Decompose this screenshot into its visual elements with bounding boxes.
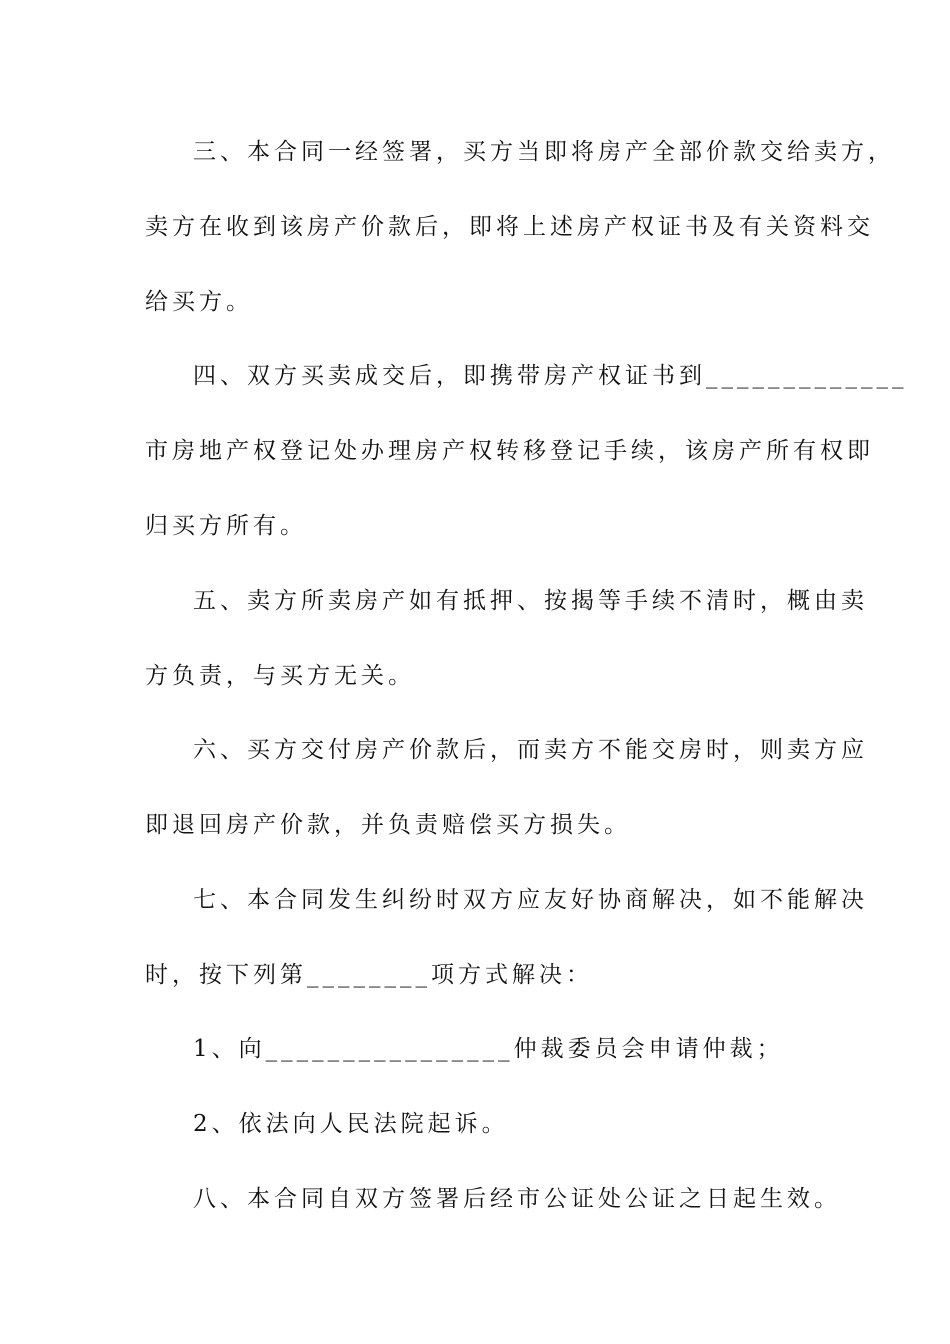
clause-3-line-3: 给买方。 bbox=[145, 289, 253, 315]
clause-6-line-2: 即退回房产价款，并负责赔偿买方损失。 bbox=[145, 812, 631, 838]
clause-5-line-2: 方负责，与买方无关。 bbox=[145, 663, 415, 689]
clause-4-line-2: 市房地产权登记处办理房产权转移登记手续，该房产所有权即 bbox=[145, 438, 874, 464]
clause-6-line-1: 六、买方交付房产价款后，而卖方不能交房时，则卖方应 bbox=[193, 737, 868, 763]
clause-4-line-3: 归买方所有。 bbox=[145, 513, 307, 539]
clause-7-line-2: 时，按下列第________项方式解决： bbox=[145, 962, 593, 988]
clause-3-line-2: 卖方在收到该房产价款后，即将上述房产权证书及有关资料交 bbox=[145, 214, 874, 240]
clause-7-line-1: 七、本合同发生纠纷时双方应友好协商解决，如不能解决 bbox=[193, 887, 868, 913]
clause-5-line-1: 五、卖方所卖房产如有抵押、按揭等手续不清时，概由卖 bbox=[193, 588, 868, 614]
clause-7-option-1: 1、向________________仲裁委员会申请仲裁； bbox=[193, 1036, 784, 1062]
clause-3-line-1: 三、本合同一经签署，买方当即将房产全部价款交给卖方， bbox=[193, 139, 895, 165]
clause-4-line-1: 四、双方买卖成交后，即携带房产权证书到_____________ bbox=[193, 363, 908, 389]
clause-7-option-2: 2、依法向人民法院起诉。 bbox=[193, 1111, 509, 1137]
clause-8-line-1: 八、本合同自双方签署后经市公证处公证之日起生效。 bbox=[193, 1186, 841, 1212]
